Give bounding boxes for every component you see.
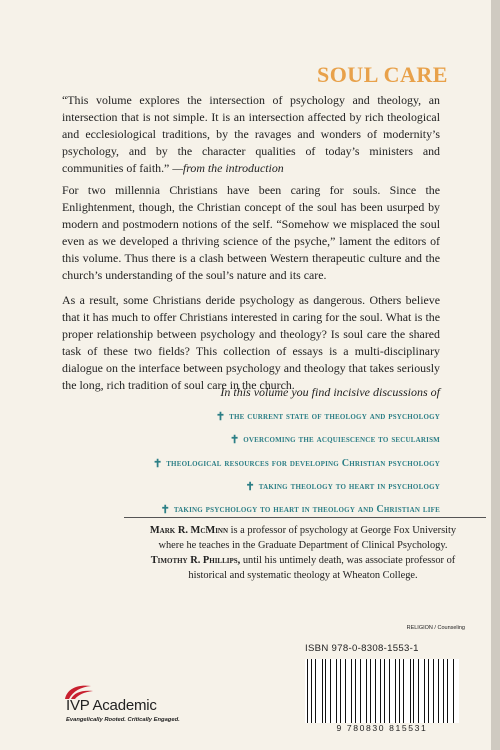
- barcode-bar: [314, 659, 315, 723]
- barcode-bar: [389, 659, 390, 723]
- author1-name: Mark R. McMinn: [149, 525, 229, 536]
- barcode-bar: [329, 659, 330, 723]
- topic-label: taking psychology to heart in theology and Christian life: [173, 504, 440, 516]
- barcode-bar: [428, 659, 429, 723]
- author2-text: until his untimely death, was associate professor of historical and systematic theology at Wheaton College.: [188, 555, 456, 581]
- description-paragraph-1: For two millennia Christians have been caring for souls. Since the Enlightenment, though, the Christian concept of the soul has been usurped by modern and postmodern notions of the self. “Somehow we misplaced the soul even as we developed a thriving science of the psyche,” lament the editors of this volume. Thus there is a clash between Western therapeutic culture and the church’s understanding of the soul’s nature and its care.: [62, 183, 440, 282]
- quote-text: “This volume explores the intersection of psychology and theology, an intersection that is not simple. It is an intersection affected by rich theological and ecclesiological traditions, by the ravages and wonders of modernity’s psychology, and by the character qualities of today’s ministers and communities of faith.”: [62, 93, 440, 175]
- barcode-bar: [344, 659, 345, 723]
- barcode-bar: [384, 659, 385, 723]
- book-title: SOUL CARE: [316, 62, 448, 87]
- publisher-logo: [63, 683, 183, 738]
- barcode-bar: [399, 659, 400, 723]
- author2-bio: [140, 553, 466, 583]
- barcode-bar: [406, 659, 407, 723]
- topic-label: taking theology to heart in psychology: [258, 481, 440, 493]
- topic-label: the current state of theology and psychology: [229, 411, 440, 423]
- publisher-name: IVP Academic: [66, 697, 157, 714]
- barcode-bar: [366, 659, 367, 723]
- topic-item: [62, 452, 440, 475]
- cross-icon: ✝: [245, 481, 255, 494]
- topics-intro: In this volume you find incisive discussions of: [220, 385, 440, 399]
- barcode-digits: 9 780830 815531: [336, 723, 428, 733]
- spine-strip: [491, 0, 500, 750]
- description-paragraph-2: As a result, some Christians deride psychology as dangerous. Others believe that it has much to offer Christians interested in caring for the soul. What is the proper relationship between psychology and theology? Is soul care the shared task of these two fields? This collection of essays is a multi-disciplinary dialogue on the interface between psychology and theology that takes seriously the long, rich tradition of soul care in the church.: [62, 293, 440, 392]
- barcode-bar: [396, 659, 397, 723]
- topic-item: [62, 428, 440, 451]
- barcode-bar: [340, 659, 341, 723]
- description-paragraph-1-block: [62, 182, 440, 284]
- barcode-bar: [347, 659, 348, 723]
- barcode-bar: [355, 659, 356, 723]
- isbn-number: ISBN 978-0-8308-1553-1: [305, 643, 419, 654]
- cross-icon: ✝: [152, 457, 163, 470]
- barcode-bar: [440, 659, 441, 723]
- barcode-bar: [438, 659, 439, 723]
- topic-label: overcoming the acquiescence to secularism: [243, 434, 440, 446]
- cross-icon: ✝: [229, 434, 240, 447]
- category-label: RELIGION / Counseling: [406, 625, 465, 631]
- barcode-bar: [447, 659, 448, 723]
- barcode-bar: [322, 659, 323, 723]
- barcode: [305, 659, 459, 723]
- section-divider: [124, 517, 486, 518]
- description-paragraph-2-block: [62, 292, 440, 394]
- topic-item: [62, 405, 440, 428]
- cross-icon: ✝: [160, 504, 170, 517]
- author2-name: Timothy R. Phillips,: [150, 555, 241, 566]
- author1-text: is a professor of psychology at George Fox University where he teaches in the Graduate Department of Clinical Psychology.: [158, 525, 457, 551]
- barcode-bar: [318, 659, 319, 723]
- barcode-area: [301, 625, 465, 738]
- intro-quote: [62, 92, 440, 177]
- cross-icon: ✝: [215, 411, 226, 424]
- barcode-bar: [411, 659, 412, 723]
- barcode-bar: [362, 659, 363, 723]
- barcode-bar: [425, 659, 426, 723]
- intro-quote-block: [62, 92, 440, 177]
- topics-list: [62, 405, 440, 521]
- barcode-bar: [370, 659, 371, 723]
- topic-item: [62, 475, 440, 498]
- barcode-bar: [418, 659, 419, 723]
- publisher-tagline: Evangelically Rooted. Critically Engaged.: [66, 717, 180, 723]
- barcode-bar: [330, 659, 331, 723]
- quote-source: —from the introduction: [172, 161, 284, 175]
- author-bios: [140, 523, 466, 583]
- author1-bio: [140, 523, 466, 553]
- topic-label: theological resources for developing Christian psychology: [166, 457, 440, 469]
